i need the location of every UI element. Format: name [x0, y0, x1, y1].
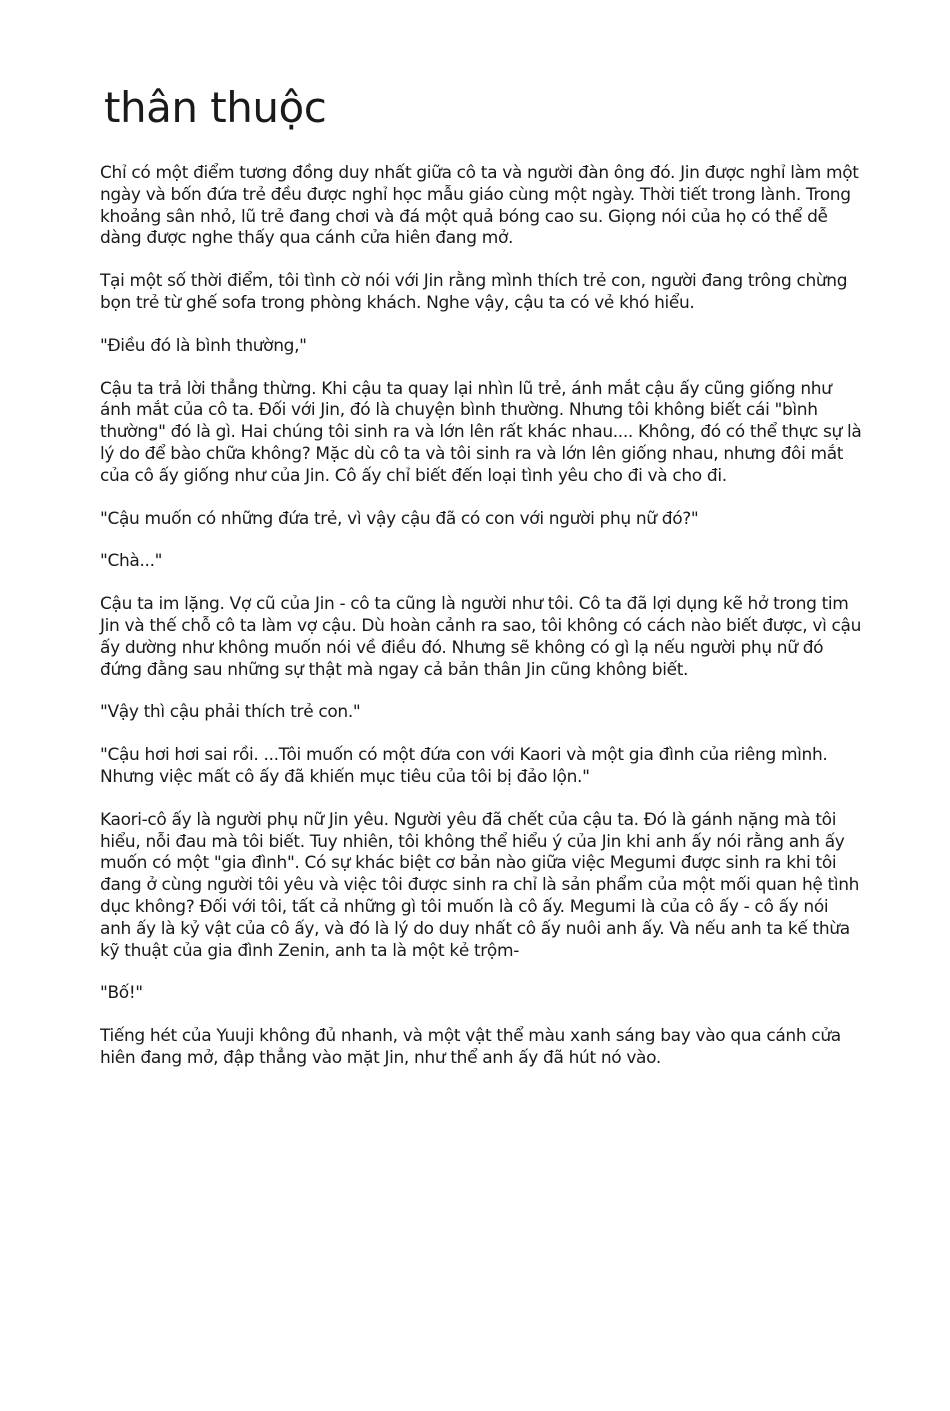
- paragraph-4: Cậu ta im lặng. Vợ cũ của Jin - cô ta cũng là người như tôi. Cô ta đã lợi dụng kẽ hở trong tim Jin và thế chỗ cô ta làm vợ cậu. Dù hoàn cảnh ra sao, tôi không có cách nào biết được, vì cậu ấy dường như không muốn nói về điều đó. Nhưng sẽ không có gì lạ nếu người phụ nữ đó đứng đằng sau những sự thật mà ngay cả bản thân Jin cũng không biết.: [100, 594, 861, 680]
- paragraph-1: Chỉ có một điểm tương đồng duy nhất giữa cô ta và người đàn ông đó. Jin được nghỉ làm một ngày và bốn đứa trẻ đều được nghỉ học mẫu giáo cùng một ngày. Thời tiết trong lành. Trong khoảng sân nhỏ, lũ trẻ đang chơi và đá một quả bóng cao su. Giọng nói của họ có thể dễ dàng được nghe thấy qua cánh cửa hiên đang mở.: [100, 163, 859, 249]
- paragraph-5: Kaori-cô ấy là người phụ nữ Jin yêu. Người yêu đã chết của cậu ta. Đó là gánh nặng mà tôi hiểu, nỗi đau mà tôi biết. Tuy nhiên, tôi không thể hiểu ý của Jin khi anh ấy nói rằng anh ấy muốn có một "gia đình". Có sự khác biệt cơ bản nào giữa việc Megumi được sinh ra khi tôi đang ở cùng người tôi yêu và việc tôi được sinh ra chỉ là sản phẩm của một mối quan hệ tình dục không? Đối với tôi, tất cả những gì tôi muốn là cô ấy. Megumi là của cô ấy - cô ấy nói anh ấy là kỷ vật của cô ấy, và đó là lý do duy nhất cô ấy nuôi anh ấy. Và nếu anh ta kế thừa kỹ thuật của gia đình Zenin, anh ta là một kẻ trộm-: [100, 809, 860, 961]
- dialogue-3: "Chà...": [100, 551, 163, 572]
- dialogue-2: "Cậu muốn có những đứa trẻ, vì vậy cậu đã có con với người phụ nữ đó?": [100, 508, 699, 529]
- paragraph-2: Tại một số thời điểm, tôi tình cờ nói với Jin rằng mình thích trẻ con, người đang trông chừng bọn trẻ từ ghế sofa trong phòng khách. Nghe vậy, cậu ta có vẻ khó hiểu.: [100, 271, 848, 313]
- dialogue-1: "Điều đó là bình thường,": [100, 335, 307, 356]
- dialogue-4: "Vậy thì cậu phải thích trẻ con.": [100, 702, 361, 723]
- paragraph-3: Cậu ta trả lời thẳng thừng. Khi cậu ta quay lại nhìn lũ trẻ, ánh mắt cậu ấy cũng giống như ánh mắt của cô ta. Đối với Jin, đó là chuyện bình thường. Nhưng tôi không biết cái "bình thường" đó là gì. Hai chúng tôi sinh ra và lớn lên rất khác nhau.... Không, đó có thể thực sự là lý do để bào chữa không? Mặc dù cô ta và tôi sinh ra và lớn lên giống nhau, nhưng đôi mắt của cô ấy giống như của Jin. Cô ấy chỉ biết đến loại tình yêu cho đi và cho đi.: [100, 378, 862, 486]
- dialogue-5: "Cậu hơi hơi sai rồi. ...Tôi muốn có một đứa con với Kaori và một gia đình của riêng mình. Nhưng việc mất cô ấy đã khiến mục tiêu của tôi bị đảo lộn.": [100, 745, 828, 787]
- dialogue-6: "Bố!": [100, 983, 143, 1004]
- paragraph-6: Tiếng hét của Yuuji không đủ nhanh, và một vật thể màu xanh sáng bay vào qua cánh cửa hiên đang mở, đập thẳng vào mặt Jin, như thể anh ấy đã hút nó vào.: [100, 1026, 841, 1068]
- page-title: thân thuộc: [104, 83, 327, 132]
- document-body: [100, 163, 862, 1091]
